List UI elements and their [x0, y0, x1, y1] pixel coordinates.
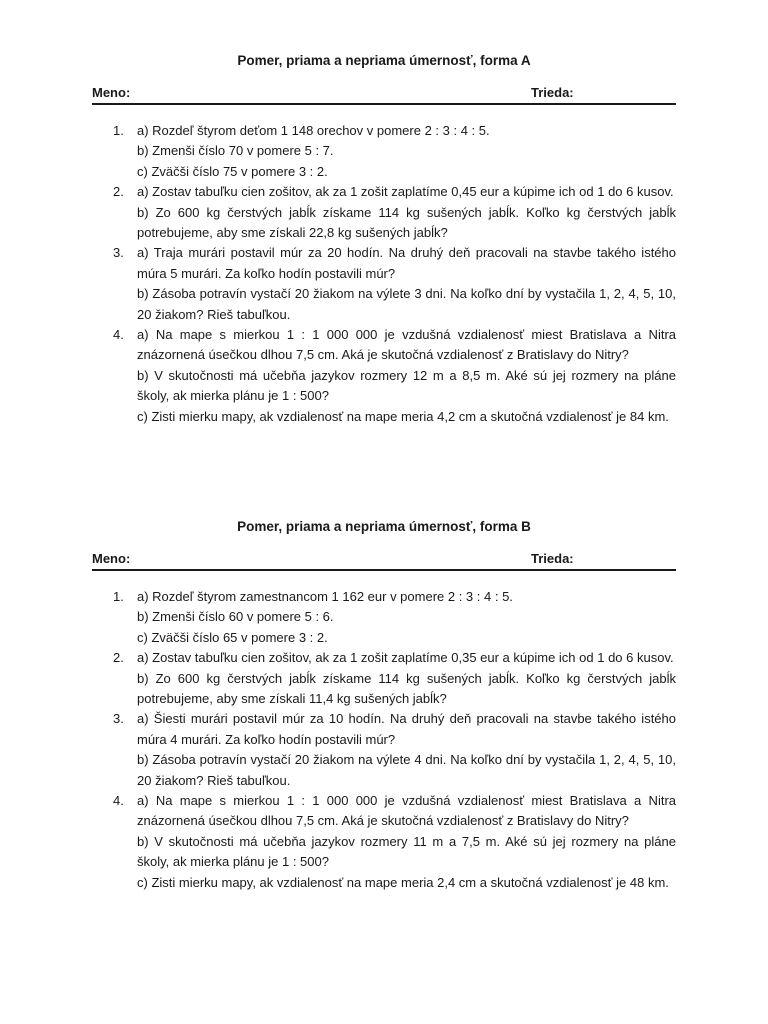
form-title: Pomer, priama a nepriama úmernosť, forma A: [237, 53, 531, 68]
name-label: Meno:: [92, 551, 131, 566]
task-number: 3.: [113, 711, 124, 727]
task-item: [92, 709, 676, 791]
task-list: [92, 121, 676, 427]
task-item: [92, 121, 676, 182]
task-text: a) Rozdeľ štyrom zamestnancom 1 162 eur v pomere 2 : 3 : 4 : 5.: [137, 589, 513, 604]
task-item: [92, 791, 676, 893]
task-item: [92, 325, 676, 427]
task-number: 1.: [113, 589, 124, 604]
task-text: a) Zostav tabuľku cien zošitov, ak za 1 zošit zaplatíme 0,45 eur a kúpime ich od 1 do 6 kusov.: [137, 184, 674, 200]
task-item: [92, 182, 676, 243]
class-label: Trieda:: [531, 551, 574, 566]
task-item: [92, 243, 676, 325]
task-item: [92, 648, 676, 709]
task-text: a) Zostav tabuľku cien zošitov, ak za 1 zošit zaplatíme 0,35 eur a kúpime ich od 1 do 6 kusov.: [137, 650, 674, 666]
task-text: a) Rozdeľ štyrom deťom 1 148 orechov v pomere 2 : 3 : 4 : 5.: [137, 123, 490, 138]
task-text: a) Na mape s mierkou 1 : 1 000 000 je vzdušná vzdialenosť miest Bratislava a Nitra znázornená úsečkou dlhou 7,5 cm. Aká je skutočná vzdialenosť z Bratislavy do Nitry?: [137, 327, 676, 363]
task-text: b) V skutočnosti má učebňa jazykov rozmery 12 m a 8,5 m. Aké sú jej rozmery na pláne školy, ak mierka plánu je 1 : 500?: [137, 367, 676, 404]
task-list: [92, 587, 676, 893]
task-number: 2.: [113, 184, 124, 200]
task-text: b) Zo 600 kg čerstvých jabĺk získame 114 kg sušených jabĺk. Koľko kg čerstvých jabĺk potrebujeme, aby sme získali 11,4 kg sušených jabĺk?: [137, 670, 676, 707]
task-text: b) Zo 600 kg čerstvých jabĺk získame 114 kg sušených jabĺk. Koľko kg čerstvých jabĺk potrebujeme, aby sme získali 22,8 kg sušených jabĺk?: [137, 204, 676, 241]
task-text: b) Zmenši číslo 70 v pomere 5 : 7.: [137, 143, 334, 159]
task-number: 2.: [113, 650, 124, 666]
task-number: 3.: [113, 245, 124, 261]
student-info-row: [92, 85, 676, 105]
form-a: [92, 52, 676, 427]
form-b: [92, 518, 676, 893]
task-number: 4.: [113, 327, 124, 343]
task-text: b) Zmenši číslo 60 v pomere 5 : 6.: [137, 609, 334, 625]
task-text: c) Zisti mierku mapy, ak vzdialenosť na mape meria 2,4 cm a skutočná vzdialenosť je 48 km.: [137, 874, 669, 890]
task-text: c) Zväčši číslo 75 v pomere 3 : 2.: [137, 163, 328, 179]
task-text: c) Zväčši číslo 65 v pomere 3 : 2.: [137, 629, 328, 645]
task-text: b) Zásoba potravín vystačí 20 žiakom na výlete 4 dni. Na koľko dní by vystačila 1, 2, 4, 5, 10, 20 žiakom? Rieš tabuľkou.: [137, 752, 676, 788]
task-text: a) Na mape s mierkou 1 : 1 000 000 je vzdušná vzdialenosť miest Bratislava a Nitra znázornená úsečkou dlhou 7,5 cm. Aká je skutočná vzdialenosť z Bratislavy do Nitry?: [137, 793, 676, 829]
student-info-row: [92, 551, 676, 571]
task-text: a) Šiesti murári postavil múr za 10 hodín. Na druhý deň pracovali na stavbe takého istého múra 4 murári. Za koľko hodín postavili múr?: [137, 711, 676, 747]
name-label: Meno:: [92, 85, 131, 100]
task-text: b) V skutočnosti má učebňa jazykov rozmery 11 m a 7,5 m. Aké sú jej rozmery na pláne školy, ak mierka plánu je 1 : 500?: [137, 833, 676, 870]
task-item: [92, 587, 676, 648]
class-label: Trieda:: [531, 85, 574, 100]
task-text: b) Zásoba potravín vystačí 20 žiakom na výlete 3 dni. Na koľko dní by vystačila 1, 2, 4, 5, 10, 20 žiakom? Rieš tabuľkou.: [137, 286, 676, 322]
form-title: Pomer, priama a nepriama úmernosť, forma B: [237, 519, 531, 534]
task-number: 4.: [113, 793, 124, 809]
task-number: 1.: [113, 123, 124, 138]
task-text: c) Zisti mierku mapy, ak vzdialenosť na mape meria 4,2 cm a skutočná vzdialenosť je 84 km.: [137, 408, 669, 424]
task-text: a) Traja murári postavil múr za 20 hodín. Na druhý deň pracovali na stavbe takého istého múra 5 murári. Za koľko hodín postavili múr?: [137, 245, 676, 281]
